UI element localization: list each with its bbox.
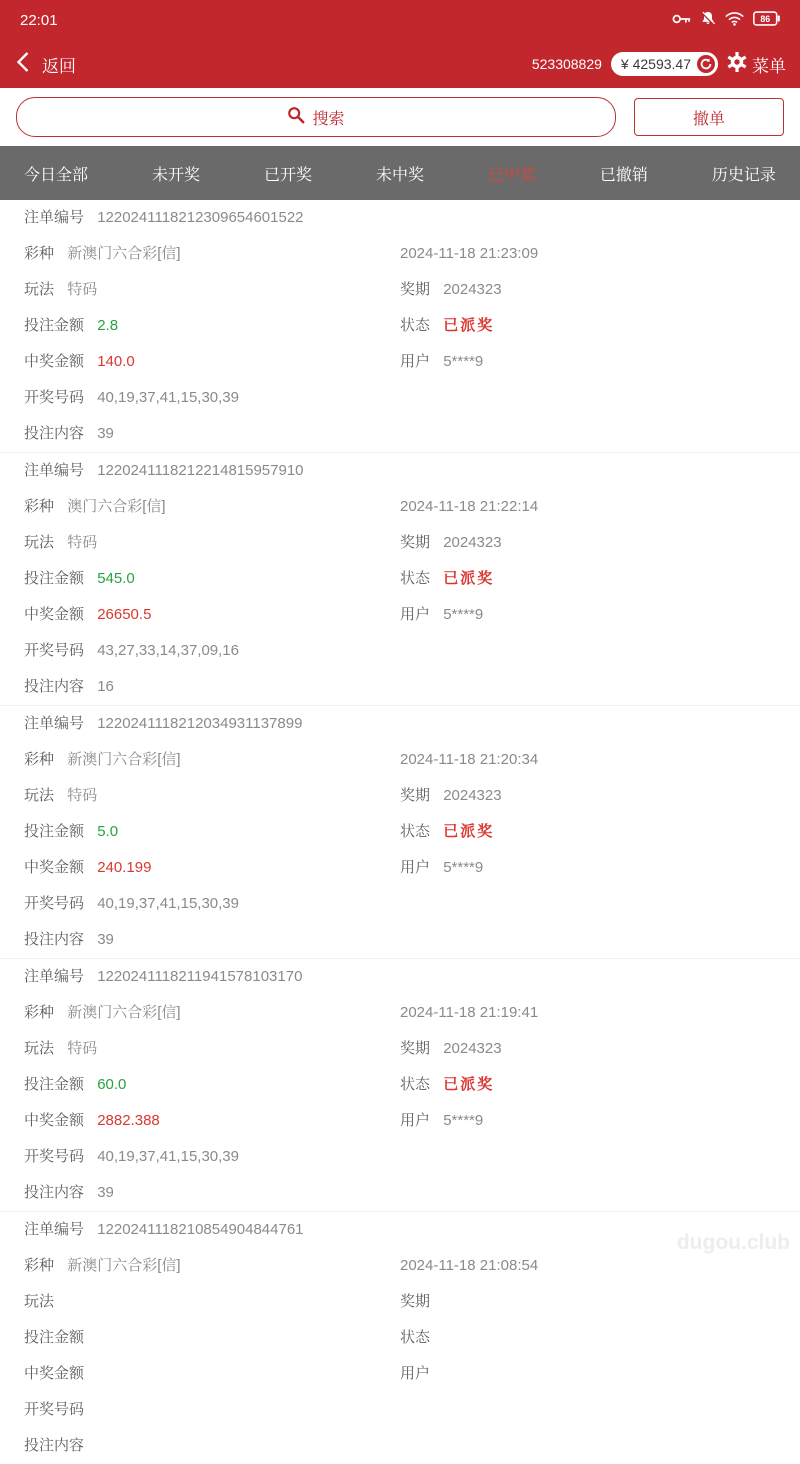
battery-icon — [753, 11, 780, 30]
bet-amount-row — [0, 1067, 800, 1103]
play-value: 特码 — [67, 534, 98, 551]
period-value: 2024323 — [443, 1040, 502, 1057]
play-value: 特码 — [67, 787, 98, 804]
watermark: dugou.club — [676, 1231, 790, 1254]
cancel-order-button[interactable] — [634, 98, 784, 136]
status-label: 状态 — [400, 570, 431, 587]
play-row — [0, 272, 800, 308]
draw-numbers-label: 开奖号码 — [24, 895, 85, 912]
status-bar — [0, 0, 800, 40]
back-button[interactable] — [14, 49, 76, 80]
win-amount-label: 中奖金额 — [24, 1112, 85, 1129]
play-value: 特码 — [67, 1040, 98, 1057]
bet-content-label: 投注内容 — [24, 1184, 85, 1201]
period-label: 奖期 — [400, 534, 431, 551]
clock: 22:01 — [20, 11, 58, 29]
draw-numbers-row — [0, 1392, 800, 1428]
bet-amount-row — [0, 308, 800, 344]
period-label: 奖期 — [400, 1040, 431, 1057]
order-no-value: 1220241118212214815957910 — [97, 462, 304, 479]
lottery-value: 澳门六合彩[信] — [67, 498, 166, 515]
bet-amount-row — [0, 561, 800, 597]
lottery-value: 新澳门六合彩[信] — [67, 1004, 181, 1021]
win-amount-value: 2882.388 — [97, 1112, 160, 1129]
bet-content-row — [0, 922, 800, 958]
status-label: 状态 — [400, 317, 431, 334]
lottery-row — [0, 236, 800, 272]
search-input[interactable] — [16, 97, 616, 137]
bet-amount-label: 投注金额 — [24, 570, 85, 587]
win-amount-value: 140.0 — [97, 353, 135, 370]
order-no-label: 注单编号 — [24, 715, 85, 732]
bet-content-value: 16 — [97, 678, 114, 695]
draw-numbers-label: 开奖号码 — [24, 642, 85, 659]
bet-time: 2024-11-18 21:22:14 — [400, 498, 539, 515]
win-amount-label: 中奖金额 — [24, 859, 85, 876]
win-amount-label: 中奖金额 — [24, 1365, 85, 1382]
order-no-label: 注单编号 — [24, 209, 85, 226]
bet-record[interactable] — [0, 200, 800, 452]
order-no-label: 注单编号 — [24, 462, 85, 479]
period-value: 2024323 — [443, 281, 502, 298]
draw-numbers-label: 开奖号码 — [24, 389, 85, 406]
bet-time: 2024-11-18 21:20:34 — [400, 751, 539, 768]
bet-record[interactable] — [0, 958, 800, 1211]
bet-amount-value: 545.0 — [97, 570, 135, 587]
lottery-label: 彩种 — [24, 751, 55, 768]
bet-amount-value: 60.0 — [97, 1076, 127, 1093]
tab-5[interactable]: 已撤销 — [599, 166, 648, 184]
lottery-row — [0, 1248, 800, 1284]
draw-numbers-value: 40,19,37,41,15,30,39 — [97, 1148, 239, 1165]
user-value: 5****9 — [443, 1112, 484, 1129]
lottery-label: 彩种 — [24, 498, 55, 515]
app-bar — [0, 40, 800, 88]
draw-numbers-label: 开奖号码 — [24, 1148, 85, 1165]
play-label: 玩法 — [24, 1293, 55, 1310]
period-label: 奖期 — [400, 281, 431, 298]
win-amount-row — [0, 1356, 800, 1392]
bet-time: 2024-11-18 21:23:09 — [400, 245, 539, 262]
order-no-label: 注单编号 — [24, 1221, 85, 1238]
bet-content-label: 投注内容 — [24, 678, 85, 695]
win-amount-value: 26650.5 — [97, 606, 152, 623]
bet-content-row — [0, 1175, 800, 1211]
order-no-value: 1220241118211941578103170 — [97, 968, 303, 985]
order-no-row — [0, 959, 800, 995]
order-no-value: 1220241118212034931137899 — [97, 715, 303, 732]
play-label: 玩法 — [24, 534, 55, 551]
draw-numbers-value: 40,19,37,41,15,30,39 — [97, 895, 239, 912]
tab-1[interactable]: 未开奖 — [151, 166, 200, 184]
balance-amount: ¥ 42593.47 — [620, 56, 691, 72]
user-value: 5****9 — [443, 859, 484, 876]
status-badge: 已派奖 — [443, 1076, 495, 1093]
svg-text:86: 86 — [760, 13, 771, 24]
draw-numbers-row — [0, 1139, 800, 1175]
tab-2[interactable]: 已开奖 — [263, 166, 312, 184]
key-icon — [672, 12, 691, 29]
menu-button[interactable] — [727, 52, 786, 77]
bet-content-value: 39 — [97, 425, 114, 442]
draw-numbers-row — [0, 886, 800, 922]
user-value: 5****9 — [443, 606, 484, 623]
appbar-right — [532, 52, 786, 77]
bet-content-value: 39 — [97, 1184, 114, 1201]
lottery-row — [0, 742, 800, 778]
draw-numbers-row — [0, 633, 800, 669]
period-label: 奖期 — [400, 1293, 431, 1310]
bet-time: 2024-11-18 21:08:54 — [400, 1257, 539, 1274]
play-row — [0, 525, 800, 561]
order-no-value: 1220241118210854904844761 — [97, 1221, 304, 1238]
bet-content-row — [0, 669, 800, 705]
win-amount-value: 240.199 — [97, 859, 152, 876]
bet-record[interactable] — [0, 452, 800, 705]
bet-record[interactable] — [0, 1211, 800, 1464]
tab-6[interactable]: 历史记录 — [711, 166, 776, 184]
bet-amount-row — [0, 1320, 800, 1356]
user-label: 用户 — [400, 353, 431, 370]
account-id: 523308829 — [531, 56, 602, 72]
tab-0[interactable]: 今日全部 — [24, 166, 89, 184]
bet-amount-value: 5.0 — [97, 823, 119, 840]
play-value: 特码 — [67, 281, 98, 298]
play-label: 玩法 — [24, 787, 55, 804]
bet-content-label: 投注内容 — [24, 425, 85, 442]
bet-amount-row — [0, 814, 800, 850]
draw-numbers-value: 43,27,33,14,37,09,16 — [97, 642, 239, 659]
tab-3[interactable]: 未中奖 — [375, 166, 424, 184]
status-label: 状态 — [400, 1076, 431, 1093]
user-label: 用户 — [400, 1365, 431, 1382]
refresh-balance-icon[interactable] — [697, 55, 715, 73]
bet-content-label: 投注内容 — [24, 1437, 85, 1454]
status-badge: 已派奖 — [443, 823, 495, 840]
play-label: 玩法 — [24, 1040, 55, 1057]
bet-amount-label: 投注金额 — [24, 317, 85, 334]
bet-content-label: 投注内容 — [24, 931, 85, 948]
bet-amount-value: 2.8 — [97, 317, 119, 334]
win-amount-label: 中奖金额 — [24, 353, 85, 370]
menu-label: 菜单 — [752, 56, 786, 76]
win-amount-row — [0, 1103, 800, 1139]
order-no-row — [0, 706, 800, 742]
search-label: 搜索 — [312, 110, 345, 128]
bet-record[interactable] — [0, 705, 800, 958]
draw-numbers-value: 40,19,37,41,15,30,39 — [97, 389, 239, 406]
status-label: 状态 — [400, 1329, 431, 1346]
win-amount-row — [0, 344, 800, 380]
order-no-value: 1220241118212309654601522 — [97, 209, 304, 226]
bet-content-row — [0, 416, 800, 452]
lottery-row — [0, 489, 800, 525]
bet-content-value: 39 — [97, 931, 114, 948]
tab-4[interactable]: 已中奖 — [487, 166, 536, 184]
order-no-label: 注单编号 — [24, 968, 85, 985]
draw-numbers-row — [0, 380, 800, 416]
order-no-row — [0, 1212, 800, 1248]
user-label: 用户 — [400, 1112, 431, 1129]
records-list — [0, 200, 800, 1464]
bet-content-row — [0, 1428, 800, 1464]
lottery-value: 新澳门六合彩[信] — [67, 751, 181, 768]
bet-amount-label: 投注金额 — [24, 1076, 85, 1093]
search-icon — [287, 106, 305, 129]
bet-time: 2024-11-18 21:19:41 — [400, 1004, 539, 1021]
user-label: 用户 — [400, 606, 431, 623]
bet-amount-label: 投注金额 — [24, 1329, 85, 1346]
win-amount-row — [0, 597, 800, 633]
status-badge: 已派奖 — [443, 317, 495, 334]
bet-amount-label: 投注金额 — [24, 823, 85, 840]
back-label: 返回 — [42, 56, 76, 76]
gear-icon — [727, 52, 747, 77]
lottery-value: 新澳门六合彩[信] — [67, 1257, 181, 1274]
period-label: 奖期 — [400, 787, 431, 804]
user-label: 用户 — [400, 859, 431, 876]
play-row — [0, 778, 800, 814]
lottery-row — [0, 995, 800, 1031]
lottery-label: 彩种 — [24, 1257, 55, 1274]
play-label: 玩法 — [24, 281, 55, 298]
bell-muted-icon — [700, 10, 716, 31]
order-no-row — [0, 453, 800, 489]
cancel-order-label: 撤单 — [692, 110, 725, 128]
play-row — [0, 1031, 800, 1067]
status-badge: 已派奖 — [443, 570, 495, 587]
user-value: 5****9 — [443, 353, 484, 370]
back-chevron-icon — [14, 49, 32, 80]
lottery-value: 新澳门六合彩[信] — [67, 245, 181, 262]
search-section — [0, 88, 800, 146]
play-row — [0, 1284, 800, 1320]
status-label: 状态 — [400, 823, 431, 840]
win-amount-label: 中奖金额 — [24, 606, 85, 623]
order-no-row — [0, 200, 800, 236]
draw-numbers-label: 开奖号码 — [24, 1401, 85, 1418]
lottery-label: 彩种 — [24, 1004, 55, 1021]
balance-pill[interactable] — [611, 52, 718, 76]
period-value: 2024323 — [443, 787, 502, 804]
filter-tabs — [0, 146, 800, 200]
lottery-label: 彩种 — [24, 245, 55, 262]
period-value: 2024323 — [443, 534, 502, 551]
win-amount-row — [0, 850, 800, 886]
wifi-icon — [725, 11, 744, 30]
status-icons — [672, 10, 780, 31]
